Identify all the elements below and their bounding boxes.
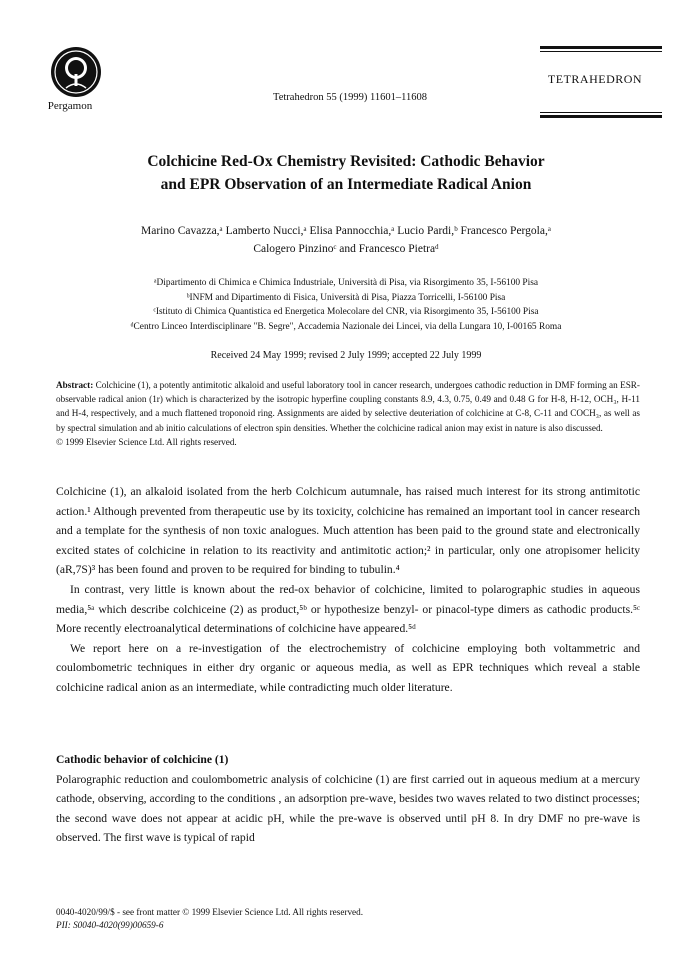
affiliation-b: ᵇINFM and Dipartimento di Fisica, Università di Pisa, Piazza Torricelli, I-56100 Pisa xyxy=(186,292,506,303)
affiliations xyxy=(40,276,652,334)
paper-title xyxy=(100,150,592,196)
footer-pii: PII: S0040-4020(99)00659-6 xyxy=(56,919,164,930)
affiliation-a: ᵃDipartimento di Chimica e Chimica Industriale, Università di Pisa, via Risorgimento 35, I-56100 Pisa xyxy=(153,278,539,288)
author-list xyxy=(80,222,612,258)
header-rule-bottom-thin xyxy=(540,112,662,113)
affiliation-c: ᶜIstituto di Chimica Quantistica ed Energetica Molecolare del CNR, via Risorgimento 35, I-56100 Pisa xyxy=(153,307,539,318)
paragraph-1: Colchicine (1), an alkaloid isolated from the herb Colchicum autumnale, has raised much interest for its strong antimitotic action.¹ Although prevented from therapeutic use by its toxicity, colchicine has remained an important tool in cancer research and a template for the synthesis of non toxic analogues. Much attention has been paid to the ground state and electronically excited states of colchicine in relation to its reactivity and antimitotic action;² in particular, only one atropisomer helicity (aR,7S)³ has been found and proven to be required for binding to tubulin.⁴ xyxy=(56,485,640,577)
header-rule-top-thin xyxy=(540,51,662,52)
paragraph-2: In contrast, very little is known about the red-ox behavior of colchicine, limited to polarographic studies in aqueous media,⁵ᵃ which describe colchiceine (2) as product,⁵ᵇ or hypothesize benzyl- or pinacol-type dimers as cathodic products.⁵ᶜ More recently electroanalytical determinations of colchicine have appeared.⁵ᵈ xyxy=(56,582,640,636)
affiliation-d: ᵈCentro Linceo Interdisciplinare "B. Segre", Accademia Nazionale dei Lincei, via della Lungara 10, I-00165 Roma xyxy=(130,321,562,332)
footer-copyright: 0040-4020/99/$ - see front matter © 1999 Elsevier Science Ltd. All rights reserved. xyxy=(56,907,364,917)
journal-citation: Tetrahedron 55 (1999) 11601–11608 xyxy=(273,92,427,103)
received-dates: Received 24 May 1999; revised 2 July 1999; accepted 22 July 1999 xyxy=(210,350,482,361)
section-cathodic-behavior xyxy=(56,750,640,848)
journal-name: TETRAHEDRON xyxy=(547,72,643,86)
abstract xyxy=(56,378,640,449)
abstract-text: Colchicine (1), a potently antimitotic alkaloid and useful laboratory tool in cancer research, undergoes cathodic reduction in DMF forming an ESR-observable radical anion (1r) which is characterized by the isotropic hyperfine coupling constants 8.9, 4.3, 0.75, 0.49 and 0.48 G for H-8, H-12, OCH₃, H-11 and H-4, respectively, and a much flattened troponoid ring. Assignments are aided by selective deuteriation of colchicine at C-8, C-11 and COCH₃, as well as by spectral simulation and ab initio calculations of electron spin densities. Whether the colchicine radical anion may exist in nature is also discussed. xyxy=(56,380,640,433)
publisher-name: Pergamon xyxy=(47,100,93,112)
header-rule-bottom xyxy=(540,115,662,118)
title-line-1: Colchicine Red-Ox Chemistry Revisited: Cathodic Behavior xyxy=(147,153,545,170)
copyright-notice: © 1999 Elsevier Science Ltd. All rights reserved. xyxy=(56,436,237,447)
authors-line-2: Calogero Pinzinoᶜ and Francesco Pietraᵈ xyxy=(253,243,439,255)
paragraph-3: We report here on a re-investigation of the electrochemistry of colchicine employing both voltammetric and coulombometric techniques in either dry organic or aqueous media, as well as EPR techniques which reveal a stable colchicine radical anion as an intermediate, while contradicting much older literature. xyxy=(56,641,640,694)
section-heading: Cathodic behavior of colchicine (1) xyxy=(56,753,229,766)
elsevier-tree-logo-icon xyxy=(50,46,102,98)
main-text xyxy=(56,482,640,698)
footer xyxy=(56,906,640,931)
abstract-label: Abstract: xyxy=(56,380,94,390)
authors-line-1: Marino Cavazza,ᵃ Lamberto Nucci,ᵃ Elisa Pannocchia,ᵃ Lucio Pardi,ᵇ Francesco Pergola,ᵃ xyxy=(141,225,551,237)
section-paragraph: Polarographic reduction and coulombometric analysis of colchicine (1) are first carried out in aqueous medium at a mercury cathode, observing, according to the conditions , an adsorption pre-wave, besides two waves related to two distinct processes; the second wave does not appear at acidic pH, while the pre-wave is observed until pH 8. In dry DMF no pre-wave is observed. The first wave is typical of rapid xyxy=(56,772,640,845)
header-rule-top xyxy=(540,46,662,49)
title-line-2: and EPR Observation of an Intermediate Radical Anion xyxy=(160,176,532,193)
